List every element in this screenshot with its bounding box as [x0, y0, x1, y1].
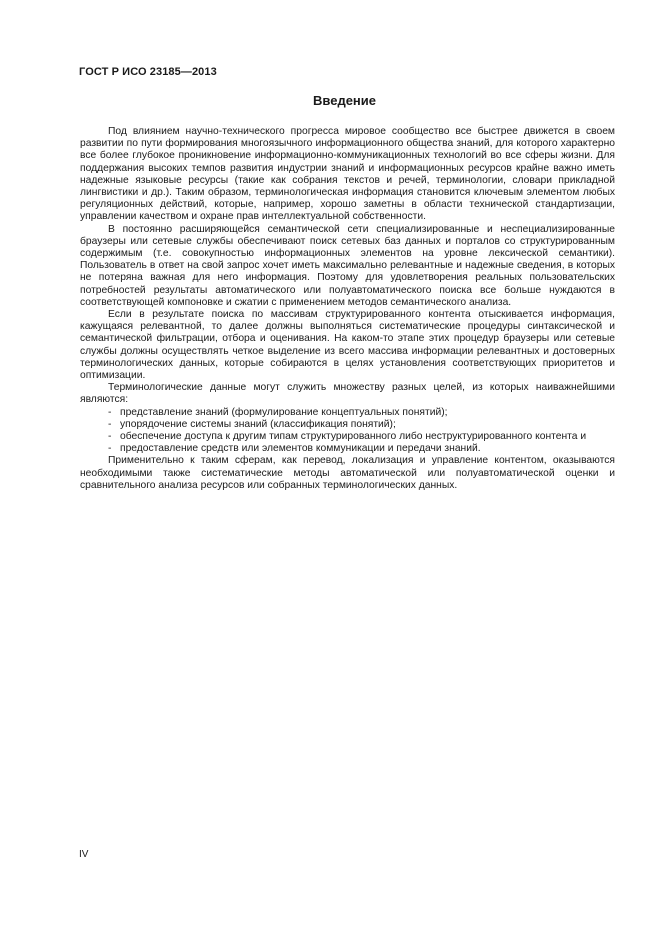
list-item: - представление знаний (формулирование концептуальных понятий); — [108, 406, 448, 418]
list-item: - обеспечение доступа к другим типам структурированного либо неструктурированного контента и — [108, 431, 587, 443]
list-item: - предоставление средств или элементов коммуникации и передачи знаний. — [108, 443, 481, 455]
paragraph-4: Терминологические данные могут служить множеству разных целей, из которых наиважнейшими являются: — [80, 382, 615, 406]
list-marker: - — [108, 406, 112, 418]
closing-paragraph: Применительно к таким сферам, как перевод, локализация и управление контентом, оказываются необходимыми также систематические методы автоматической или полуавтоматической оценки и сравнительного анализа ресурсов или собранных терминологических данных. — [80, 455, 615, 491]
paragraph-3: Если в результате поиска по массивам структурированного контента отыскивается информация, кажущаяся релевантной, то далее должны выполняться систематические процедуры синтаксической и семантической фильтрации, отбора и оценивания. На каком-то этапе этих процедур браузеры или сетевые службы должны осуществлять четкое выделение из всего массива информации релевантных и достоверных терминологических данных, которые собираются в целях установления соответствующих приоритетов и оптимизации. — [80, 309, 615, 382]
introduction-body — [80, 126, 615, 492]
list-marker: - — [108, 431, 112, 443]
purposes-list — [80, 407, 615, 456]
paragraph-2: В постоянно расширяющейся семантической сети специализированные и неспециализированные браузеры или сетевые службы обеспечивают поиск сетевых баз данных и порталов со структурированным содержимым (т.е. совокупностью информационных элементов на уровне лексической семантики). Пользователь в ответ на свой запрос хочет иметь максимально релевантные и надежные сведения, в которых не потеряна важная для него информация. Поэтому для удовлетворения реальных пользовательских потребностей результаты автоматического или полуавтоматического поиска все больше нуждаются в соответствующей компоновке и сжатии с применением методов семантического анализа. — [80, 223, 615, 308]
page-number: IV — [79, 849, 89, 860]
list-marker: - — [108, 443, 112, 455]
paragraph-1: Под влиянием научно-технического прогресса мировое сообщество все быстрее движется в своем развитии по пути формирования многоязычного информационного общества знаний, для которого характерно все более глубокое проникновение информационно-коммуникационных технологий во все сферы жизни. Для поддержания высоких темпов развития индустрии знаний и информационных ресурсов крайне важно иметь надежные языковые ресурсы (такие как собрания текстов и речей, терминологии, словари прикладной лингвистики и др.). Таким образом, терминологическая информация становится ключевым элементом любых регуляционных действий, которые, например, хорошо заметны в области технической стандартизации, управлении качеством и охране прав интеллектуальной собственности. — [80, 126, 615, 223]
document-code: ГОСТ Р ИСО 23185—2013 — [79, 66, 217, 78]
list-item: - упорядочение системы знаний (классификация понятий); — [108, 418, 396, 430]
section-title: Введение — [313, 93, 376, 108]
list-marker: - — [108, 418, 112, 430]
